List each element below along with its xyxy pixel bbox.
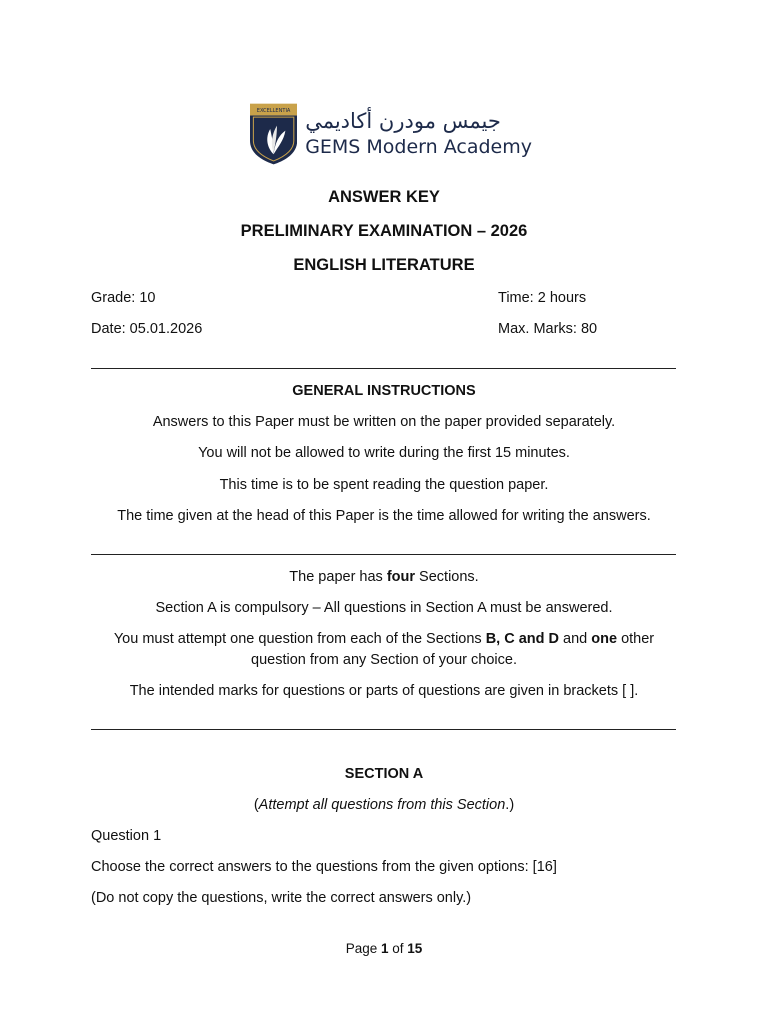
instruction-line: Answers to this Paper must be written on the paper provided separately. xyxy=(152,414,616,430)
time-text: Time: 2 hours xyxy=(498,290,587,306)
date-text: Date: 05.01.2026 xyxy=(91,321,203,337)
question-hint: (Do not copy the questions, write the correct answers only.) xyxy=(91,890,472,906)
school-logo xyxy=(250,98,532,170)
question-label: Question 1 xyxy=(91,828,162,844)
divider xyxy=(91,554,676,555)
instructions-heading: GENERAL INSTRUCTIONS xyxy=(292,383,476,399)
crest-emblem xyxy=(250,98,297,170)
divider xyxy=(91,729,676,730)
instruction-line: You will not be allowed to write during the first 15 minutes. xyxy=(198,445,570,461)
attempt-rule-line: You must attempt one question from each of the Sections B, C and D and one other xyxy=(113,631,655,647)
section-a-compulsory-line: Section A is compulsory – All questions in Section A must be answered. xyxy=(155,600,613,616)
section-a-heading: SECTION A xyxy=(344,766,424,782)
school-name-english: GEMS Modern Academy xyxy=(305,136,532,158)
attempt-rule-line-cont: question from any Section of your choice. xyxy=(251,652,517,668)
sections-count-line: The paper has four Sections. xyxy=(289,569,479,585)
exam-title: PRELIMINARY EXAMINATION – 2026 xyxy=(240,222,528,240)
svg-text:EXCELLENTIA: EXCELLENTIA xyxy=(256,108,291,115)
instruction-line: This time is to be spent reading the question paper. xyxy=(219,477,549,493)
subject-title: ENGLISH LITERATURE xyxy=(293,256,475,274)
max-marks-text: Max. Marks: 80 xyxy=(498,321,598,337)
question-prompt: Choose the correct answers to the questions from the given options: [16] xyxy=(91,859,557,875)
grade-text: Grade: 10 xyxy=(91,290,156,306)
doc-title: ANSWER KEY xyxy=(328,188,440,206)
page-number: Page 1 of 15 xyxy=(345,941,423,956)
instruction-line: The time given at the head of this Paper is the time allowed for writing the answers. xyxy=(117,508,651,524)
marks-note-line: The intended marks for questions or parts of questions are given in brackets [ ]. xyxy=(129,683,639,699)
section-a-note: (Attempt all questions from this Section.) xyxy=(253,797,515,813)
school-name-arabic: جيمس مودرن أكاديمي xyxy=(305,109,501,133)
divider xyxy=(91,368,676,369)
